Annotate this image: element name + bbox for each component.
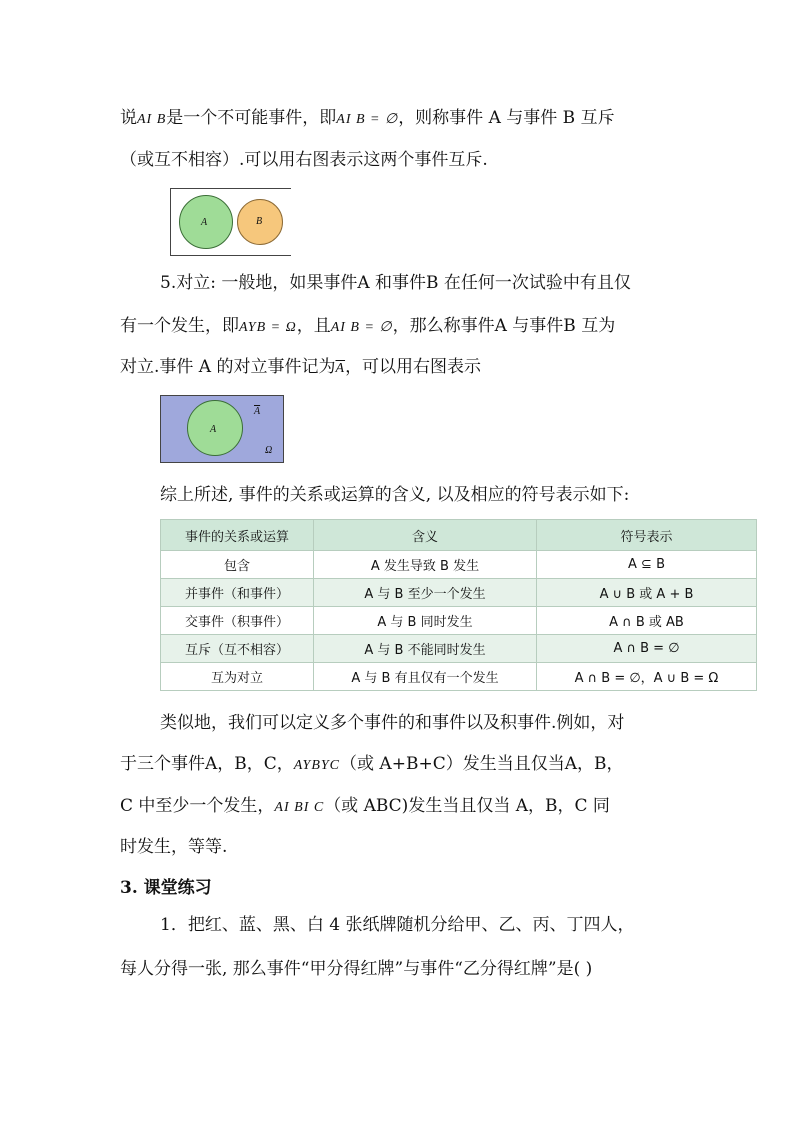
- math-expression: AI B = ∅: [336, 112, 399, 127]
- cell-meaning: A 发生导致 B 发生: [314, 551, 537, 579]
- label-a: A: [210, 424, 217, 435]
- header-relation: 事件的关系或运算: [161, 520, 314, 551]
- paragraph2-line3: [120, 356, 674, 380]
- text: ，那么称事件A 与事件B 互为: [392, 316, 616, 336]
- cell-relation: 包含: [161, 551, 314, 579]
- header-meaning: 含义: [314, 520, 537, 551]
- venn-diagram-mutually-exclusive: [170, 188, 291, 256]
- label-omega: Ω: [265, 445, 273, 456]
- summary-line: 综上所述, 事件的关系或运算的含义, 以及相应的符号表示如下:: [160, 485, 630, 505]
- table-row: [161, 551, 757, 579]
- paragraph3-line4: 时发生，等等.: [120, 837, 228, 857]
- paragraph1-line1: [120, 107, 674, 131]
- paragraph3-line2: [120, 753, 674, 777]
- math-expression: AI B = ∅: [330, 320, 393, 335]
- label-b: B: [256, 216, 263, 227]
- text: （或 ABC)发生当且仅当 A，B，C 同: [324, 796, 610, 816]
- exercise1-line2: 每人分得一张, 那么事件“甲分得红牌”与事件“乙分得红牌”是( ): [120, 959, 593, 979]
- paragraph3-line3: [120, 795, 674, 819]
- complement-a: $\overline{A}$: [335, 361, 346, 376]
- label-a: A: [201, 217, 208, 228]
- paragraph2-line1: 5.对立: 一般地，如果事件A 和事件B 在任何一次试验中有且仅: [160, 273, 631, 293]
- paragraph3-line1: 类似地，我们可以定义多个事件的和事件以及积事件.例如，对: [160, 713, 625, 733]
- paragraph1-line2: （或互不相容）.可以用右图表示这两个事件互斥.: [120, 150, 488, 170]
- text: C 中至少一个发生，: [120, 796, 275, 816]
- cell-symbol: A ∪ B 或 A + B: [537, 579, 757, 607]
- cell-meaning: A 与 B 不能同时发生: [314, 635, 537, 663]
- label-complement: $\overline{A}$: [254, 406, 261, 417]
- text: ，则称事件 A 与事件 B 互斥: [398, 108, 615, 128]
- cell-meaning: A 与 B 同时发生: [314, 607, 537, 635]
- table-header-row: [161, 520, 757, 551]
- cell-relation: 交事件（积事件）: [161, 607, 314, 635]
- cell-symbol: A ∩ B = ∅，A ∪ B = Ω: [537, 663, 757, 691]
- text: 于三个事件A，B，C，: [120, 754, 294, 774]
- math-expression: AYBYC: [293, 758, 341, 773]
- table-row: [161, 579, 757, 607]
- header-symbol: 符号表示: [537, 520, 757, 551]
- section-heading: 3. 课堂练习: [120, 878, 212, 898]
- text: 是一个不可能事件，即: [166, 108, 337, 128]
- cell-symbol: A ∩ B = ∅: [537, 635, 757, 663]
- text: 有一个发生，即: [120, 316, 239, 336]
- text: ，且: [296, 316, 331, 336]
- text: 说: [120, 108, 137, 128]
- table-row: [161, 663, 757, 691]
- cell-relation: 并事件（和事件）: [161, 579, 314, 607]
- cell-meaning: A 与 B 有且仅有一个发生: [314, 663, 537, 691]
- cell-relation: 互为对立: [161, 663, 314, 691]
- table-row: [161, 635, 757, 663]
- exercise1-line1: 1．把红、蓝、黑、白 4 张纸牌随机分给甲、乙、丙、丁四人，: [160, 915, 635, 935]
- cell-meaning: A 与 B 至少一个发生: [314, 579, 537, 607]
- math-expression: AI BI C: [274, 800, 325, 815]
- text: ，可以用右图表示: [345, 357, 482, 377]
- cell-relation: 互斥（互不相容）: [161, 635, 314, 663]
- paragraph2-line2: [120, 315, 674, 339]
- text: （或 A+B+C）发生当且仅当A，B，: [340, 754, 624, 774]
- table-row: [161, 607, 757, 635]
- math-expression: AI B: [137, 112, 167, 127]
- venn-diagram-complement: [160, 395, 284, 463]
- event-relations-table: [160, 519, 757, 691]
- cell-symbol: A ∩ B 或 AB: [537, 607, 757, 635]
- math-expression: AYB = Ω: [239, 320, 297, 335]
- text: 对立.事件 A 的对立事件记为: [120, 357, 336, 377]
- cell-symbol: A ⊆ B: [537, 551, 757, 579]
